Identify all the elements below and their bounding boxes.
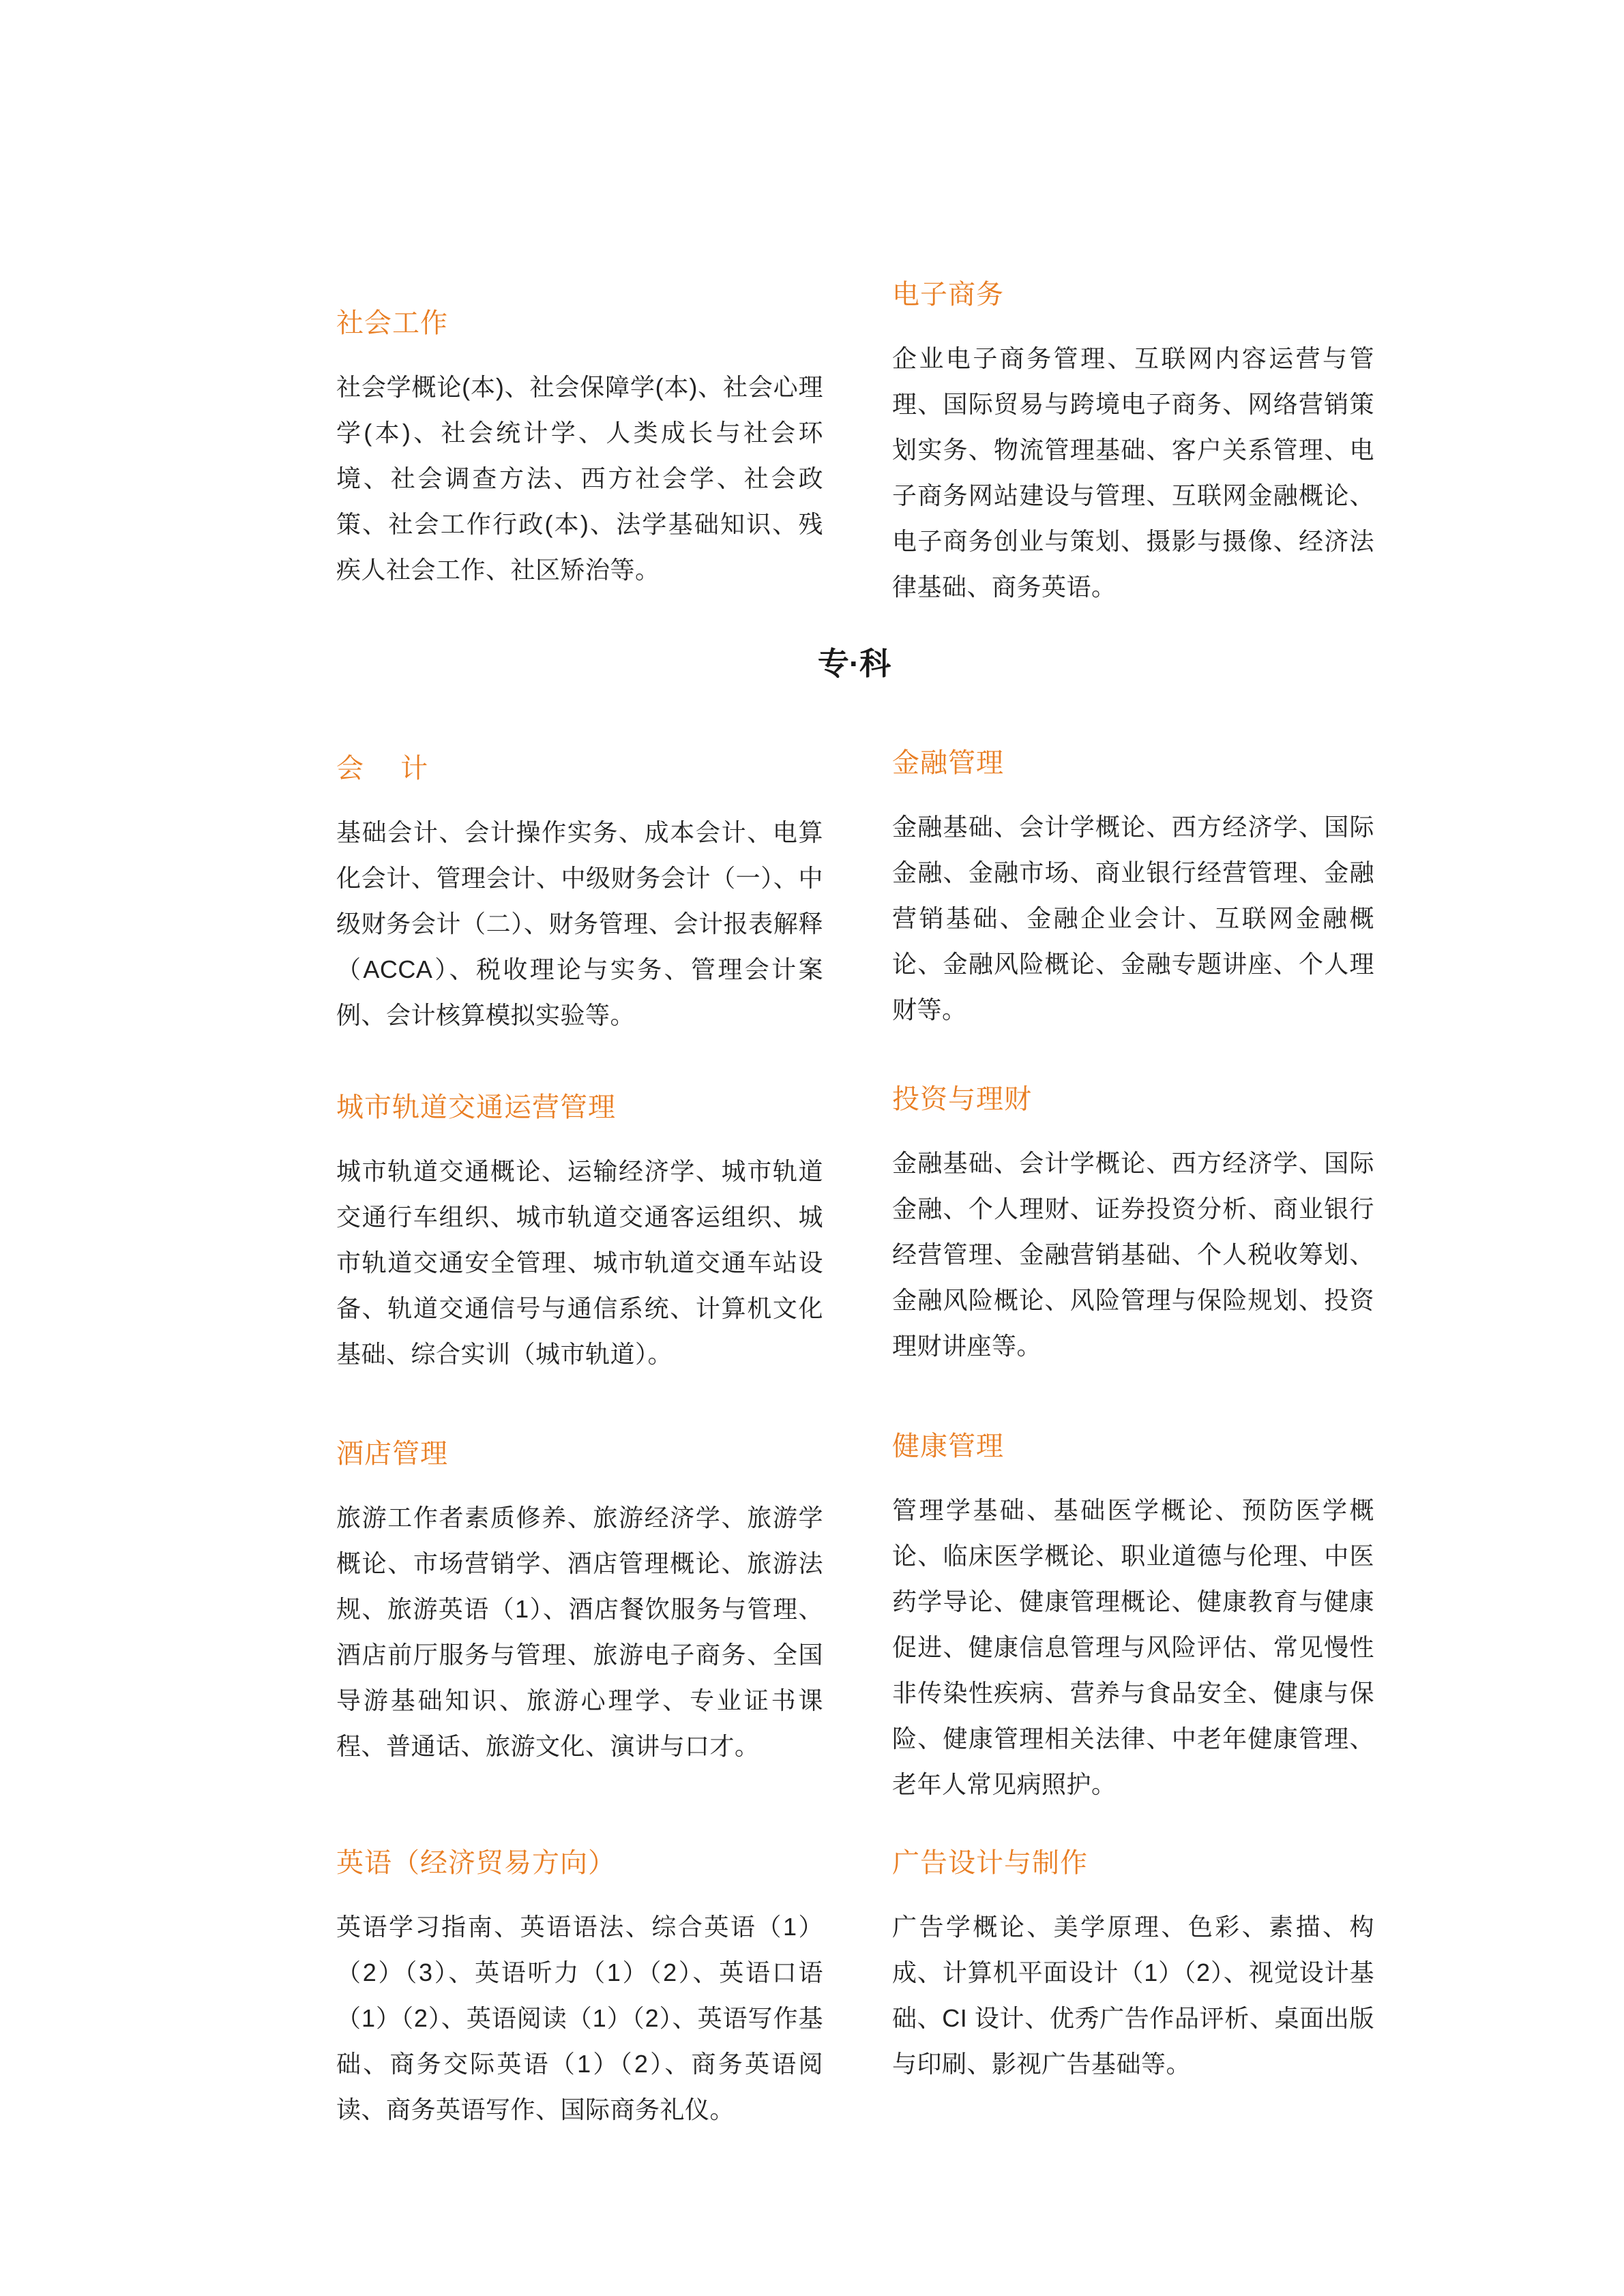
section-social-work — [336, 308, 823, 593]
section-course-list: 旅游工作者素质修养、旅游经济学、旅游学概论、市场营销学、酒店管理概论、旅游法规、旅游英语（1）、酒店餐饮服务与管理、酒店前厅服务与管理、旅游电子商务、全国导游基础知识、旅游心理学、专业证书课程、普通话、旅游文化、演讲与口才。 — [336, 1504, 823, 1760]
section-course-list: 管理学基础、基础医学概论、预防医学概论、临床医学概论、职业道德与伦理、中医药学导论、健康管理概论、健康教育与健康促进、健康信息管理与风险评估、常见慢性非传染性疾病、营养与食品安全、健康与保险、健康管理相关法律、中老年健康管理、老年人常见病照护。 — [892, 1496, 1374, 1798]
section-financial-management — [892, 747, 1374, 1032]
section-hotel-management — [336, 1438, 823, 1769]
section-title: 酒店管理 — [336, 1439, 448, 1469]
section-course-list: 广告学概论、美学原理、色彩、素描、构成、计算机平面设计（1）（2）、视觉设计基础、CI 设计、优秀广告作品评析、桌面出版与印刷、影视广告基础等。 — [892, 1913, 1374, 2078]
section-ecommerce — [892, 279, 1374, 610]
section-title: 城市轨道交通运营管理 — [336, 1092, 616, 1122]
section-investment-finance — [892, 1084, 1374, 1369]
section-health-management — [892, 1431, 1374, 1807]
section-course-list: 城市轨道交通概论、运输经济学、城市轨道交通行车组织、城市轨道交通客运组织、城市轨道交通安全管理、城市轨道交通车站设备、轨道交通信号与通信系统、计算机文化基础、综合实训（城市轨道）。 — [336, 1157, 823, 1368]
section-course-list: 企业电子商务管理、互联网内容运营与管理、国际贸易与跨境电子商务、网络营销策划实务、物流管理基础、客户关系管理、电子商务网站建设与管理、互联网金融概论、电子商务创业与策划、摄影与摄像、经济法律基础、商务英语。 — [892, 344, 1374, 601]
section-title: 英语（经济贸易方向） — [336, 1848, 616, 1878]
section-title: 金融管理 — [892, 748, 1004, 778]
section-course-list: 英语学习指南、英语语法、综合英语（1）（2）（3）、英语听力（1）（2）、英语口语（1）（2）、英语阅读（1）（2）、英语写作基础、商务交际英语（1）（2）、商务英语阅读、商务英语写作、国际商务礼仪。 — [336, 1913, 823, 2123]
section-ad-design — [892, 1847, 1374, 2087]
section-accounting — [336, 753, 823, 1038]
section-title: 投资与理财 — [892, 1084, 1032, 1114]
level-divider-heading: 专·科 — [817, 646, 891, 681]
section-urban-rail-transit — [336, 1092, 823, 1377]
section-course-list: 基础会计、会计操作实务、成本会计、电算化会计、管理会计、中级财务会计（一）、中级财务会计（二）、财务管理、会计报表解释（ACCA）、税收理论与实务、管理会计案例、会计核算模拟实验等。 — [336, 818, 823, 1029]
section-title: 社会工作 — [336, 308, 448, 338]
section-course-list: 金融基础、会计学概论、西方经济学、国际金融、个人理财、证券投资分析、商业银行经营管理、金融营销基础、个人税收筹划、金融风险概论、风险管理与保险规划、投资理财讲座等。 — [892, 1149, 1374, 1360]
section-title: 广告设计与制作 — [892, 1848, 1088, 1878]
section-course-list: 金融基础、会计学概论、西方经济学、国际金融、金融市场、商业银行经营管理、金融营销基础、金融企业会计、互联网金融概论、金融风险概论、金融专题讲座、个人理财等。 — [892, 813, 1374, 1024]
section-title: 电子商务 — [892, 280, 1004, 310]
section-title: 会 计 — [336, 754, 429, 784]
section-english-trade — [336, 1847, 823, 2132]
section-title: 健康管理 — [892, 1431, 1004, 1461]
section-course-list: 社会学概论(本)、社会保障学(本)、社会心理学(本)、社会统计学、人类成长与社会环境、社会调查方法、西方社会学、社会政策、社会工作行政(本)、法学基础知识、残疾人社会工作、社区矫治等。 — [336, 373, 823, 584]
